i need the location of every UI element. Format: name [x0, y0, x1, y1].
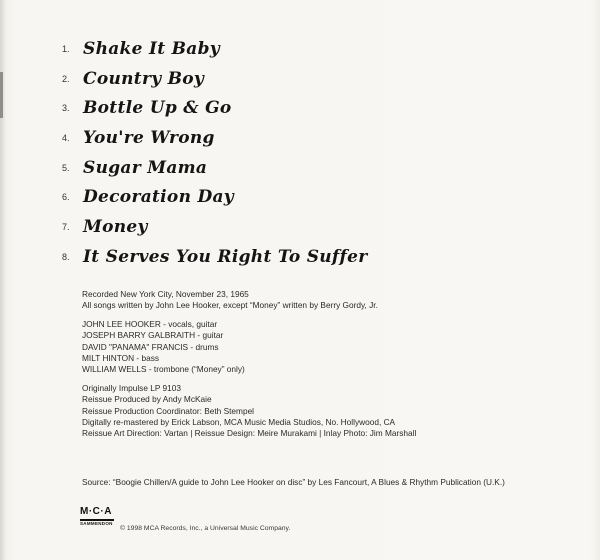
- track-item: [62, 242, 368, 272]
- track-item: [62, 34, 368, 64]
- mca-logo: [80, 507, 116, 533]
- track-number: 3.: [62, 103, 70, 114]
- track-title: It Serves You Right To Suffer: [83, 246, 368, 267]
- edge-mark: [0, 72, 3, 118]
- personnel-entry: JOSEPH BARRY GALBRAITH - guitar: [82, 330, 224, 341]
- personnel-entry: MILT HINTON - bass: [82, 353, 159, 364]
- track-item: [62, 212, 368, 242]
- track-number: 2.: [62, 73, 70, 84]
- release-credit: Reissue Produced by Andy McKaie: [82, 394, 212, 405]
- track-item: [62, 123, 368, 153]
- personnel-entry: DAVID "PANAMA" FRANCIS - drums: [82, 341, 219, 352]
- track-item: [62, 153, 368, 183]
- copyright-notice: © 1998 MCA Records, Inc., a Universal Music Company.: [120, 525, 291, 532]
- mca-logo-mark: M·C·A: [80, 506, 112, 517]
- track-number: 7.: [62, 221, 70, 232]
- track-number: 8.: [62, 251, 70, 262]
- personnel-entry: WILLIAM WELLS - trombone (“Money” only): [82, 364, 245, 375]
- track-title: Bottle Up & Go: [83, 98, 232, 119]
- track-title: Decoration Day: [83, 187, 234, 208]
- source-citation: Source: “Boogie Chillen/A guide to John Lee Hooker on disc” by Les Fancourt, A Blues & Rhythm Publication (U.K.): [82, 477, 505, 487]
- track-number: 4.: [62, 132, 70, 143]
- release-credit: Reissue Art Direction: Vartan | Reissue Design: Meire Murakami | Inlay Photo: Jim Marshall: [82, 428, 417, 439]
- release-credit: Digitally re-mastered by Erick Labson, MCA Music Media Studios, No. Hollywood, CA: [82, 417, 396, 428]
- track-title: Money: [83, 216, 148, 237]
- track-number: 6.: [62, 192, 70, 203]
- personnel-entry: JOHN LEE HOOKER - vocals, guitar: [82, 318, 218, 329]
- track-item: [62, 64, 368, 94]
- track-title: Sugar Mama: [83, 157, 208, 178]
- songwriting-credit: All songs written by John Lee Hooker, except “Money” written by Berry Gordy, Jr.: [82, 300, 378, 311]
- track-number: 1.: [62, 43, 70, 54]
- track-title: Shake It Baby: [83, 38, 220, 59]
- recording-location: Recorded New York City, November 23, 1965: [82, 289, 249, 299]
- credits-block: [82, 289, 582, 440]
- mca-logo-subtitle: SAMMENDON: [80, 521, 113, 526]
- track-title: You're Wrong: [83, 127, 215, 148]
- track-item: [62, 93, 368, 123]
- tracklist: [62, 34, 368, 272]
- track-title: Country Boy: [83, 68, 205, 89]
- track-item: [62, 182, 368, 212]
- track-number: 5.: [62, 162, 70, 173]
- release-credit: Originally Impulse LP 9103: [82, 382, 182, 393]
- release-credit: Reissue Production Coordinator: Beth Stempel: [82, 405, 255, 416]
